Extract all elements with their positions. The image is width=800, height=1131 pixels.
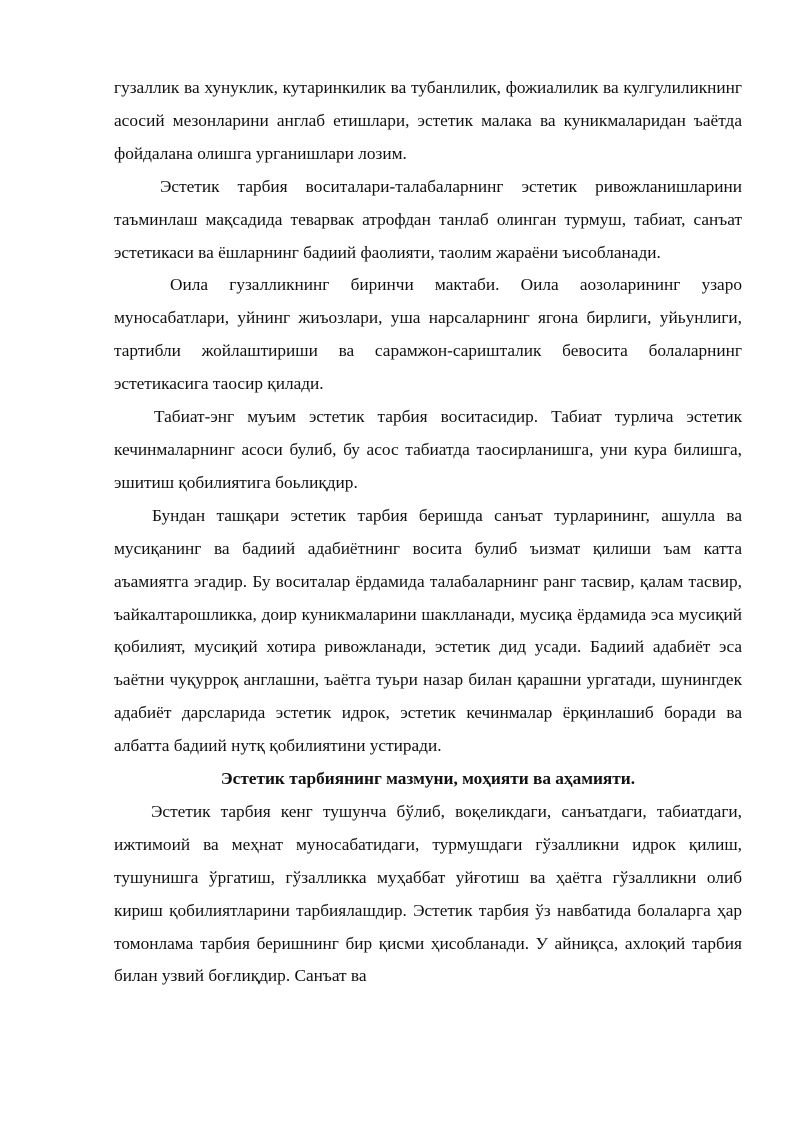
paragraph-aesthetic-definition: Эстетик тарбия кенг тушунча бўлиб, воқеликдаги, санъатдаги, табиатдаги, ижтимоий ва меҳнат муносабатидаги, турмушдаги гўзалликни идрок қилиш, тушунишга ўргатиш, гўзалликка муҳаббат уйғотиш ва ҳаётга гўзалликни олиб кириш қобилиятларини тарбиялашдир. Эстетик тарбия ўз навбатида болаларга ҳар томонлама тарбия беришнинг бир қисми ҳисобланади. У айниқса, ахлоқий тарбия билан узвий боғлиқдир. Санъат ва bbox=[114, 801, 742, 986]
document-body bbox=[114, 72, 742, 993]
paragraph-art-music-literature: Бундан ташқари эстетик тарбия беришда санъат турларининг, ашулла ва мусиқанинг ва бадиий адабиётнинг восита булиб ъизмат қилиши ъам катта аъамиятга эгадир. Бу воситалар ёрдамида талабаларнинг ранг тасвир, қалам тасвир, ъайкалтарошликка, доир куникмаларини шаклланади, мусиқа ёрдамида эса мусиқий қобилият, мусиқий хотира ривожланади, эстетик дид усади. Бадиий адабиёт эса ъаётни чуқурроқ англашни, ъаётга туьри назар билан қарашни ургатади, шунингдек адабиёт дарсларида эстетик идрок, эстетик кечинмалар ёрқинлашиб боради ва албатта бадиий нутқ қобилиятини устиради. bbox=[114, 505, 742, 756]
paragraph-nature: Табиат-энг муъим эстетик тарбия воситасидир. Табиат турлича эстетик кечинмаларнинг асоси булиб, бу асос табиатда таосирланишга, уни кура билишга, эшитиш қобилиятига боьлиқдир. bbox=[114, 407, 742, 492]
paragraph-continuation: гузаллик ва хунуклик, кутаринкилик ва тубанлилик, фожиалилик ва кулгулиликнинг асосий мезонларини англаб етишлари, эстетик малака ва куникмаларидан ъаётда фойдалана олишга урганишлари лозим. bbox=[114, 78, 742, 163]
section-heading: Эстетик тарбиянинг мазмуни, моҳияти ва аҳамияти. bbox=[220, 769, 636, 789]
paragraph-family: Оила гузалликнинг биринчи мактаби. Оила аозоларининг узаро муносабатлари, уйнинг жиъозлари, уша нарсаларнинг ягона бирлиги, уйьунлиги, тартибли жойлаштириши ва сарамжон-саришталик бевосита болаларнинг эстетикасига таосир қилади. bbox=[114, 275, 742, 394]
paragraph-aesthetic-means: Эстетик тарбия воситалари-талабаларнинг эстетик ривожланишларини таъминлаш мақсадида теварвак атрофдан танлаб олинган турмуш, табиат, санъат эстетикаси ва ёшларнинг бадиий фаолияти, таолим жараёни ъисобланади. bbox=[114, 176, 742, 262]
